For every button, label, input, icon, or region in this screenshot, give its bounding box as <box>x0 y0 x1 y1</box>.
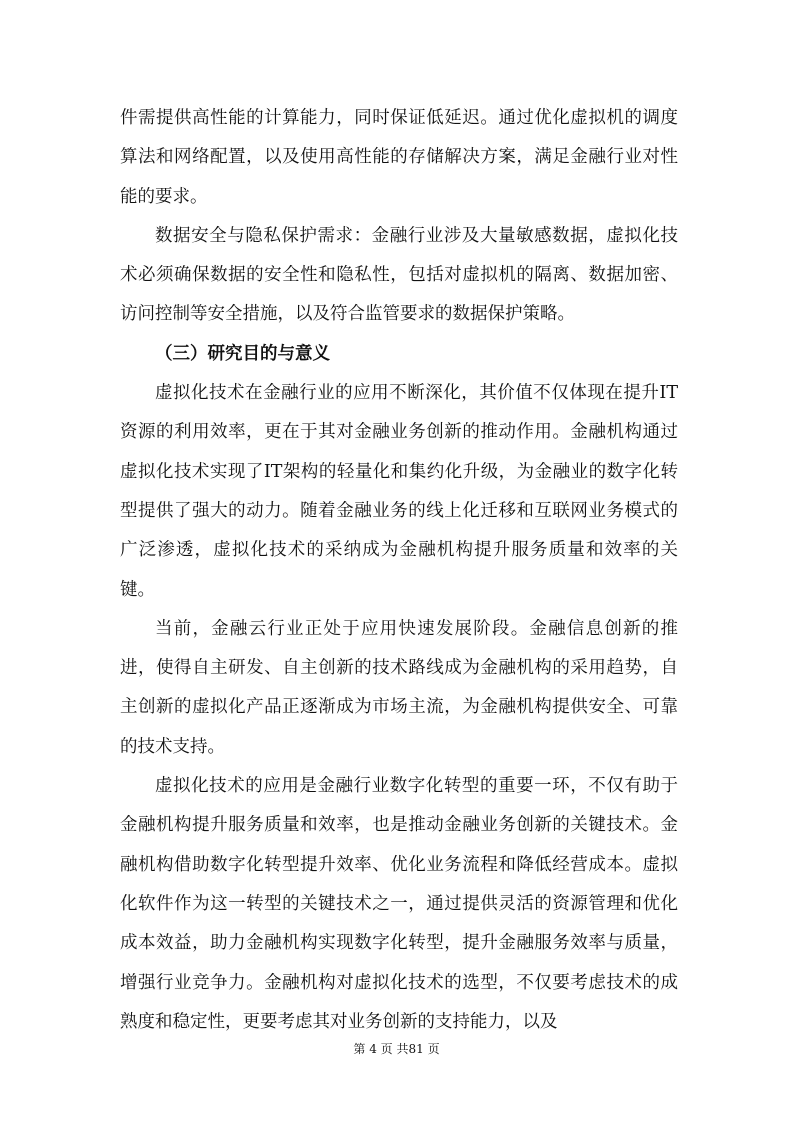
paragraph-security: 数据安全与隐私保护需求：金融行业涉及大量敏感数据，虚拟化技术必须确保数据的安全性和隐私性，包括对虚拟机的隔离、数据加密、访问控制等安全措施，以及符合监管要求的数据保护策略。 <box>120 225 678 325</box>
section-heading: （三）研究目的与意义 <box>155 343 330 364</box>
paragraph-performance: 件需提供高性能的计算能力，同时保证低延迟。通过优化虚拟机的调度算法和网络配置，以及使用高性能的存储解决方案，满足金融行业对性能的要求。 <box>120 108 678 207</box>
paragraph-digital-transformation: 虚拟化技术的应用是金融行业数字化转型的重要一环，不仅有助于金融机构提升服务质量和效率，也是推动金融业务创新的关键技术。金融机构借助数字化转型提升效率、优化业务流程和降低经营成本。虚拟化软件作为这一转型的关键技术之一，通过提供灵活的资源管理和优化成本效益，助力金融机构实现数字化转型，提升金融服务效率与质量，增强行业竞争力。金融机构对虚拟化技术的选型，不仅要考虑技术的成熟度和稳定性，更要考虑其对业务创新的支持能力，以及 <box>120 776 678 1032</box>
paragraph-current: 当前，金融云行业正处于应用快速发展阶段。金融信息创新的推进，使得自主研发、自主创新的技术路线成为金融机构的采用趋势，自主创新的虚拟化产品正逐渐成为市场主流，为金融机构提供安全、可靠的技术支持。 <box>120 618 678 757</box>
paragraph-value: 虚拟化技术在金融行业的应用不断深化，其价值不仅体现在提升IT资源的利用效率，更在于其对金融业务创新的推动作用。金融机构通过虚拟化技术实现了IT架构的轻量化和集约化升级，为金融业的数字化转型提供了强大的动力。随着金融业务的线上化迁移和互联网业务模式的广泛渗透，虚拟化技术的采纳成为金融机构提升服务质量和效率的关键。 <box>120 383 678 600</box>
page-footer: 第 4 页 共81 页 <box>353 1042 440 1056</box>
page-body <box>120 99 678 1042</box>
